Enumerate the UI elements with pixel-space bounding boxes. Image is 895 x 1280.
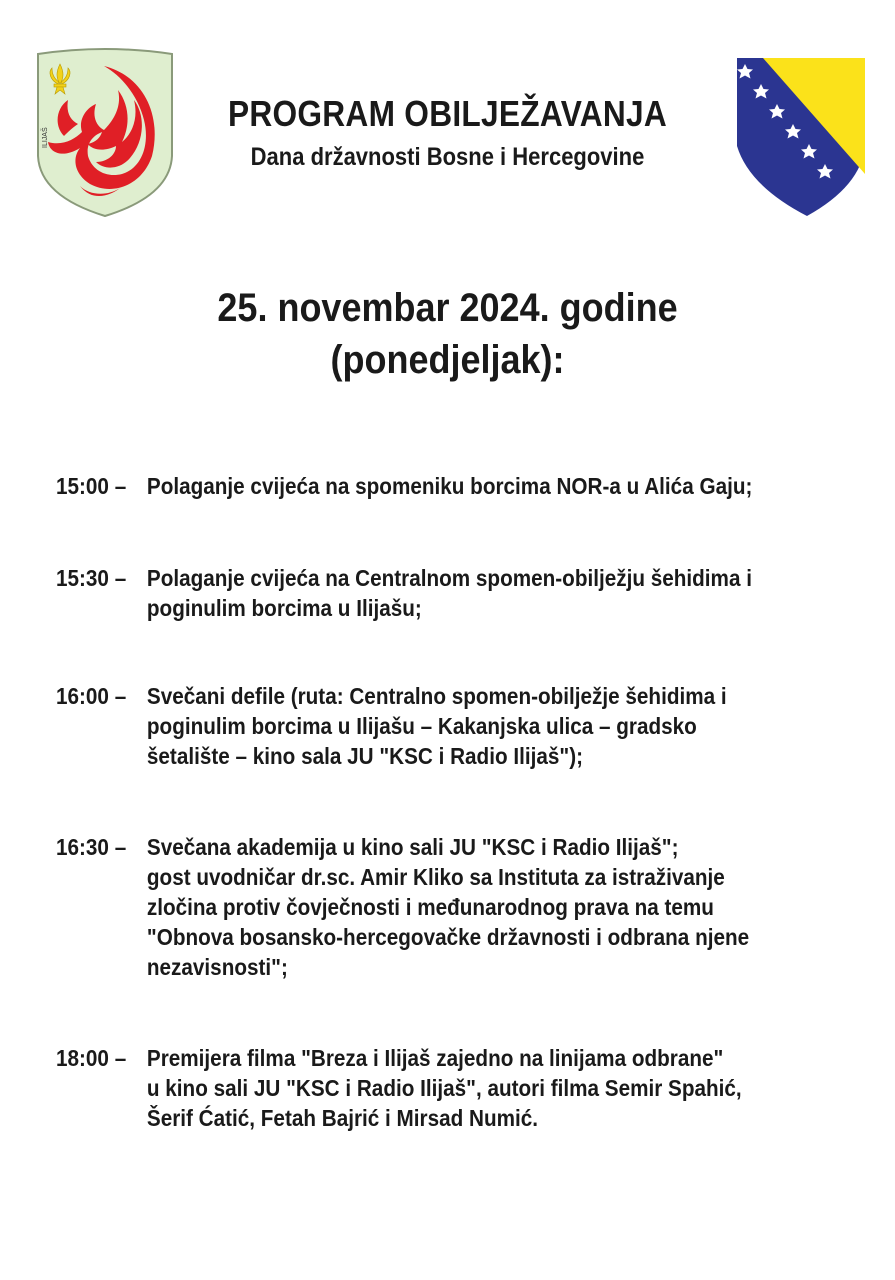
event-time: 18:00 – — [56, 1045, 127, 1071]
event-line: Šerif Ćatić, Fetah Bajrić i Mirsad Numić. — [146, 1105, 539, 1131]
event-line: Svečani defile (ruta: Centralno spomen-obilježje šehidima i — [146, 683, 727, 709]
date-heading — [0, 282, 895, 386]
event-line: poginulim borcima u Ilijašu – Kakanjska ulica – gradsko — [146, 713, 697, 739]
event-line: Svečana akademija u kino sali JU "KSC i Radio Ilijaš"; — [146, 834, 679, 860]
event-time: 16:00 – — [56, 683, 127, 709]
event-line: u kino sali JU "KSC i Radio Ilijaš", autori filma Semir Spahić, — [146, 1075, 742, 1101]
event-item — [56, 1043, 848, 1133]
event-item — [56, 471, 848, 501]
ilijas-coat-of-arms-icon — [34, 46, 176, 218]
page-subtitle: Dana državnosti Bosne i Hercegovine — [250, 143, 645, 171]
event-description — [147, 832, 848, 982]
event-line: nezavisnosti"; — [146, 954, 288, 980]
header — [180, 90, 715, 172]
date-line: 25. novembar 2024. godine — [217, 286, 678, 330]
event-line: šetalište – kino sala JU "KSC i Radio Ilijaš"); — [146, 743, 583, 769]
event-line: zločina protiv čovječnosti i međunarodnog prava na temu — [146, 894, 714, 920]
page-title: PROGRAM OBILJEŽAVANJA — [227, 93, 668, 134]
weekday-line: (ponedjeljak): — [330, 338, 565, 382]
bih-coat-of-arms-icon — [735, 56, 867, 218]
event-line: Polaganje cvijeća na spomeniku borcima NOR-a u Alića Gaju; — [146, 473, 753, 499]
event-time: 15:00 – — [56, 473, 127, 499]
event-time: 15:30 – — [56, 565, 127, 591]
event-item — [56, 832, 848, 982]
event-line: Premijera filma "Breza i Ilijaš zajedno na linijama odbrane" — [146, 1045, 724, 1071]
event-line: poginulim borcima u Ilijašu; — [146, 595, 422, 621]
event-line: gost uvodničar dr.sc. Amir Kliko sa Instituta za istraživanje — [146, 864, 725, 890]
event-item — [56, 681, 848, 771]
event-line: Polaganje cvijeća na Centralnom spomen-obilježju šehidima i — [146, 565, 752, 591]
event-description — [147, 681, 848, 771]
event-description — [147, 471, 848, 501]
event-time: 16:30 – — [56, 834, 127, 860]
svg-text:ILIJAŠ: ILIJAŠ — [42, 127, 49, 148]
event-line: "Obnova bosansko-hercegovačke državnosti i odbrana njene — [146, 924, 750, 950]
event-item — [56, 563, 848, 623]
event-description — [147, 1043, 848, 1133]
event-description — [147, 563, 848, 623]
